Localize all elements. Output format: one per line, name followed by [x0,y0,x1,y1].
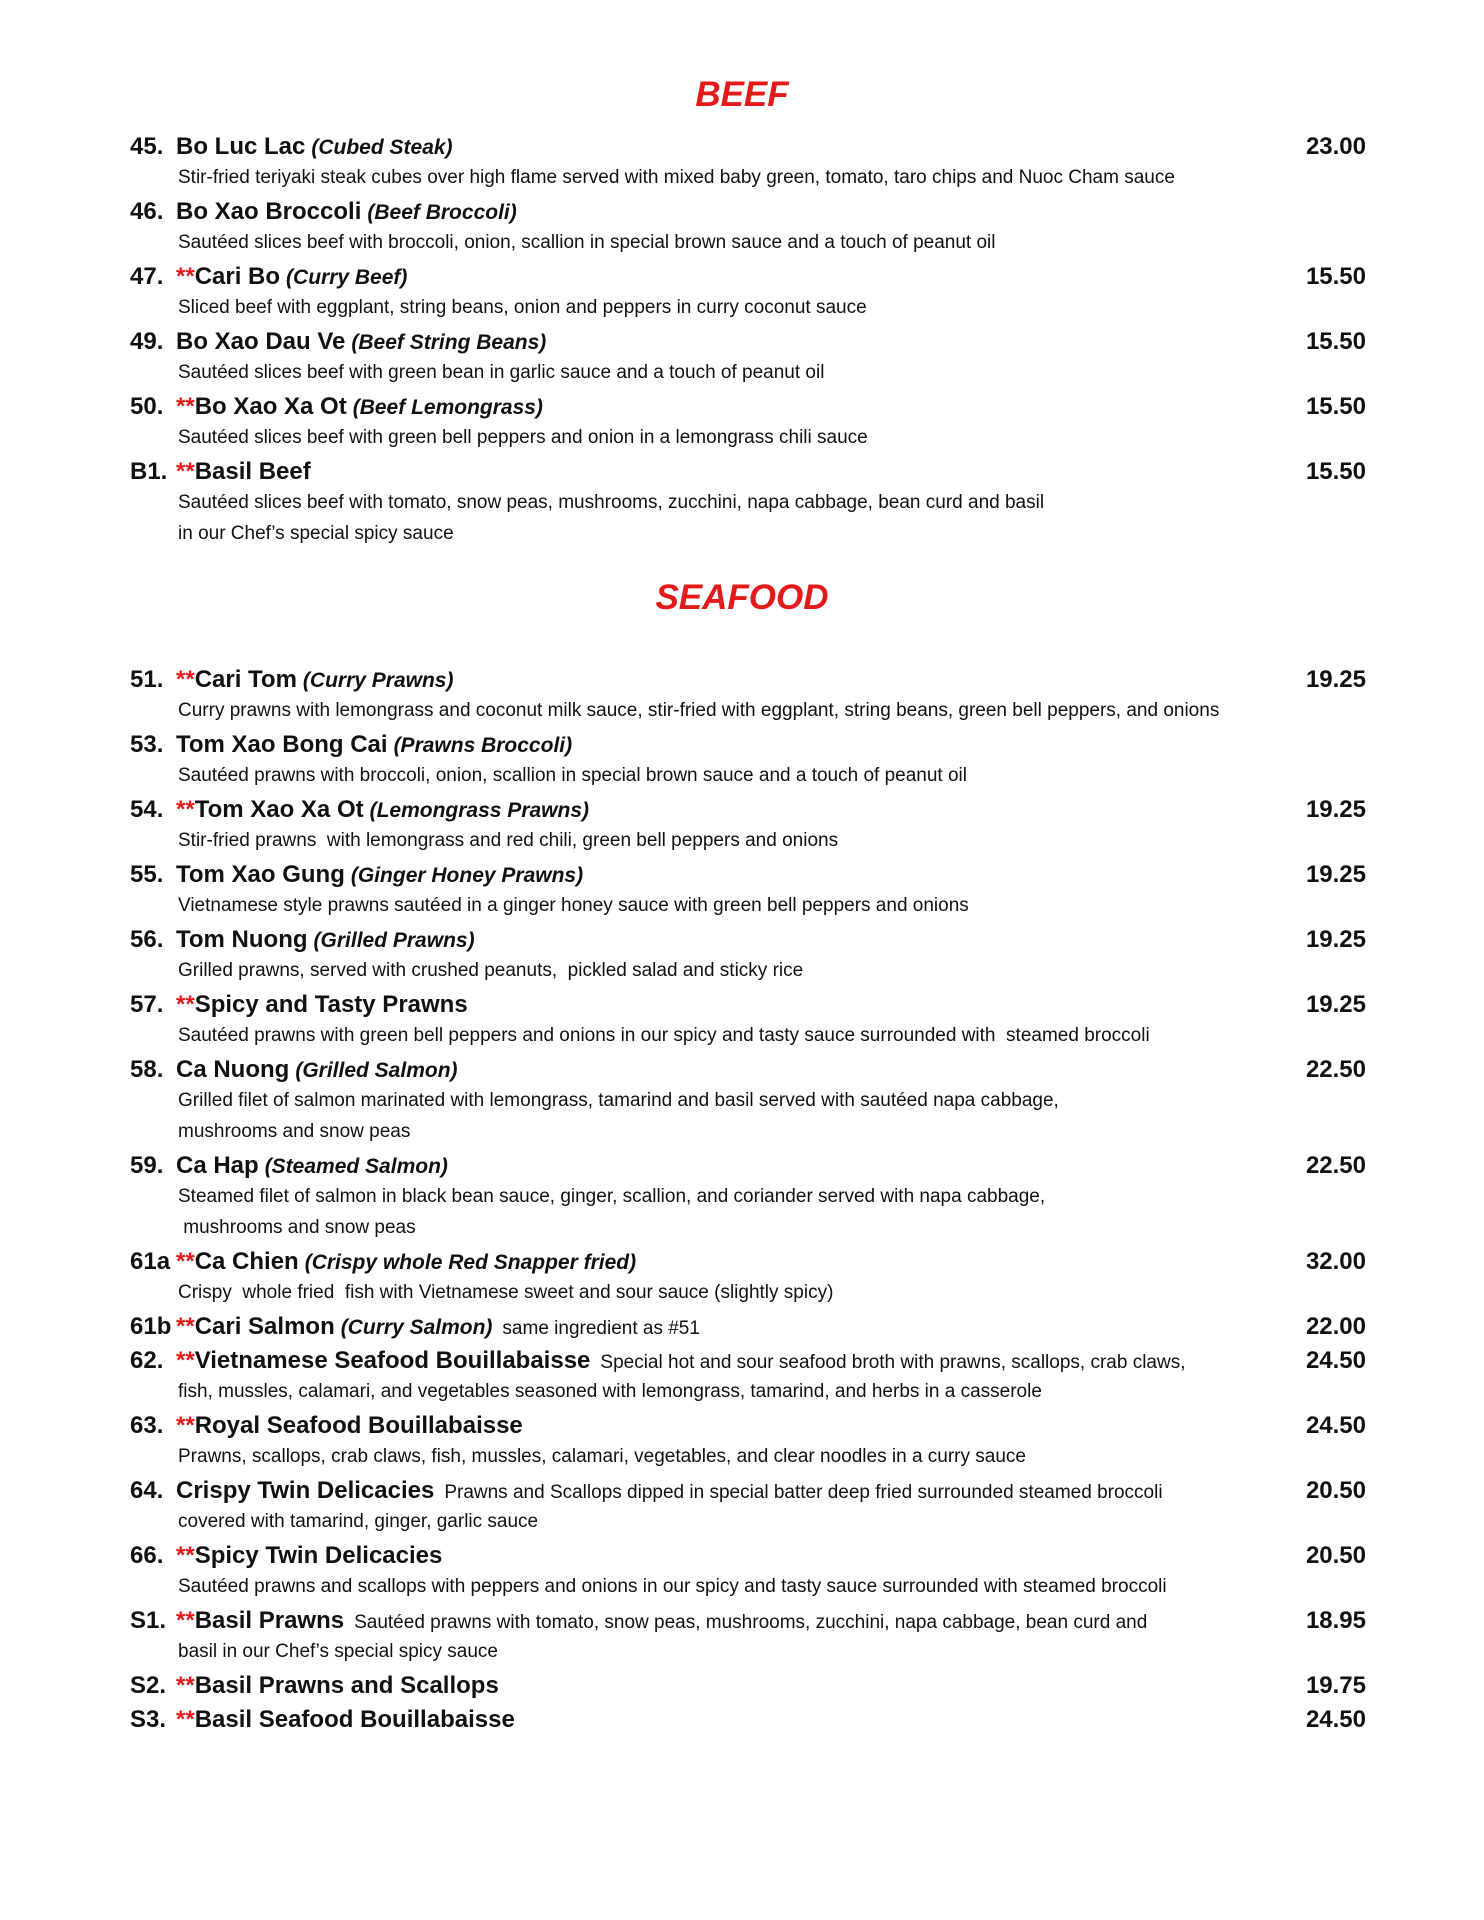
item-name: Royal Seafood Bouillabaisse [194,1412,523,1439]
menu-item-line [130,195,1366,229]
item-inline-description: same ingredient as #51 [502,1318,700,1339]
item-price: 15.50 [1305,263,1366,290]
item-description [130,1376,1366,1407]
item-description [130,695,1366,726]
menu-item [130,988,1366,1051]
item-description-line: mushrooms and snow peas [178,1121,411,1142]
menu-item [130,728,1366,791]
item-english-name: (Grilled Salmon) [295,1059,458,1082]
item-number: 58. [130,1056,164,1083]
spicy-marker: ** [176,991,195,1018]
item-price: 20.50 [1305,1542,1366,1569]
item-number: 57. [130,991,164,1018]
item-name: Bo Xao Broccoli [176,198,362,225]
menu-item-line [130,663,1366,697]
item-description [130,422,1366,453]
item-number: 45. [130,133,164,160]
menu-item [130,858,1366,921]
menu-item [130,663,1366,726]
item-description-line: covered with tamarind, ginger, garlic sauce [178,1511,539,1532]
item-name: Tom Nuong [176,926,308,953]
spicy-marker: ** [176,1542,195,1569]
item-description-line: Sautéed slices beef with green bell peppers and onion in a lemongrass chili sauce [178,427,868,448]
menu-item [130,455,1366,549]
menu-item-line [130,1703,1366,1737]
item-price: 19.25 [1305,666,1366,693]
item-name: Bo Xao Xa Ot [194,393,347,420]
item-english-name: (Beef Broccoli) [367,201,517,224]
item-english-name: (Prawns Broccoli) [393,734,573,757]
item-name: Cari Salmon [194,1313,335,1340]
item-number: S1. [130,1607,167,1634]
item-number: 53. [130,731,164,758]
item-price: 19.25 [1305,861,1366,888]
item-name: Vietnamese Seafood Bouillabaisse [194,1347,591,1374]
spicy-marker: ** [176,1412,195,1439]
menu-item [130,793,1366,856]
item-inline-description: Prawns and Scallops dipped in special batter deep fried surrounded steamed broccoli [444,1482,1163,1503]
menu-item [130,1669,1366,1703]
item-description [130,357,1366,388]
menu-item-line [130,1539,1366,1573]
item-price: 24.50 [1305,1706,1366,1733]
item-name: Tom Xao Gung [176,861,345,888]
item-description [130,1277,1366,1308]
item-number: 55. [130,861,164,888]
menu-item-line [130,728,1366,762]
item-number: 66. [130,1542,164,1569]
item-name: Basil Prawns [194,1607,345,1634]
item-inline-description: Special hot and sour seafood broth with prawns, scallops, crab claws, [600,1352,1186,1373]
seafood-section-title: SEAFOOD [655,578,829,617]
item-inline-description: Sautéed prawns with tomato, snow peas, mushrooms, zucchini, napa cabbage, bean curd and [354,1612,1148,1633]
menu-item-line [130,793,1366,827]
item-name: Basil Seafood Bouillabaisse [194,1706,515,1733]
item-description-line: Sliced beef with eggplant, string beans, onion and peppers in curry coconut sauce [178,297,867,318]
item-price: 22.50 [1305,1152,1366,1179]
menu-item [130,1703,1366,1737]
item-description-line: mushrooms and snow peas [178,1217,416,1238]
item-price: 24.50 [1305,1347,1366,1374]
item-number: S3. [130,1706,167,1733]
item-english-name: (Curry Prawns) [302,669,454,692]
item-number: S2. [130,1672,167,1699]
item-description-line: basil in our Chef’s special spicy sauce [178,1641,498,1662]
item-number: 46. [130,198,164,225]
item-description [130,1506,1366,1537]
item-english-name: (Beef String Beans) [351,331,547,354]
item-name: Bo Luc Lac [176,133,306,160]
menu-item-line [130,1409,1366,1443]
item-description-line: Stir-fried teriyaki steak cubes over high flame served with mixed baby green, tomato, taro chips and Nuoc Cham sauce [178,167,1175,188]
menu-item-line [130,130,1366,164]
beef-item-list [130,130,1484,549]
item-description [130,1181,1366,1243]
spicy-marker: ** [176,1248,195,1275]
item-description [130,1571,1366,1602]
item-description [130,1636,1366,1667]
item-name: Cari Tom [194,666,297,693]
menu-item [130,923,1366,986]
item-number: 47. [130,263,164,290]
spicy-marker: ** [176,393,195,420]
item-name: Spicy and Tasty Prawns [194,991,468,1018]
item-number: 64. [130,1477,164,1504]
menu-item [130,1474,1366,1537]
item-description [130,1085,1366,1147]
menu-item-line [130,1604,1366,1638]
item-description-line: Stir-fried prawns with lemongrass and red chili, green bell peppers and onions [178,830,839,851]
spicy-marker: ** [176,1672,195,1699]
item-price: 15.50 [1305,458,1366,485]
item-name: Cari Bo [194,263,281,290]
item-name: Crispy Twin Delicacies [176,1477,435,1504]
item-description-line: Sautéed prawns with broccoli, onion, scallion in special brown sauce and a touch of peanut oil [178,765,967,786]
item-name: Spicy Twin Delicacies [194,1542,443,1569]
item-description-line: Vietnamese style prawns sautéed in a ginger honey sauce with green bell peppers and onions [178,895,969,916]
item-description [130,825,1366,856]
item-description-line: Steamed filet of salmon in black bean sauce, ginger, scallion, and coriander served with napa cabbage, [178,1186,1046,1207]
menu-item-line [130,1053,1366,1087]
spicy-marker: ** [176,1347,195,1374]
menu-item-line [130,390,1366,424]
item-name: Ca Chien [194,1248,299,1275]
item-description-line: Grilled filet of salmon marinated with lemongrass, tamarind and basil served with sautéed napa cabbage, [178,1090,1059,1111]
item-price: 19.25 [1305,926,1366,953]
item-description [130,487,1366,549]
menu-item [130,390,1366,453]
item-description-line: Sautéed slices beef with tomato, snow peas, mushrooms, zucchini, napa cabbage, bean curd and basil [178,492,1045,513]
item-number: B1. [130,458,168,485]
item-name: Basil Beef [194,458,311,485]
item-number: 62. [130,1347,164,1374]
item-price: 19.75 [1305,1672,1366,1699]
item-name: Tom Xao Bong Cai [176,731,388,758]
menu-item [130,1604,1366,1667]
menu-item [130,325,1366,388]
menu-item [130,1310,1366,1344]
item-price: 22.50 [1305,1056,1366,1083]
item-description [130,955,1366,986]
item-number: 59. [130,1152,164,1179]
item-number: 51. [130,666,164,693]
menu-item-line [130,1669,1366,1703]
menu-item-line [130,1344,1366,1378]
item-name: Tom Xao Xa Ot [194,796,364,823]
item-price: 19.25 [1305,796,1366,823]
menu-item [130,1149,1366,1243]
item-description [130,162,1366,193]
item-description [130,1020,1366,1051]
item-english-name: (Beef Lemongrass) [352,396,543,419]
seafood-item-list [130,663,1484,1737]
item-description [130,890,1366,921]
item-description-line: Sautéed prawns with green bell peppers and onions in our spicy and tasty sauce surrounded with steamed broccoli [178,1025,1150,1046]
item-english-name: (Steamed Salmon) [264,1155,448,1178]
menu-item [130,195,1366,258]
item-description-line: Sautéed slices beef with green bean in garlic sauce and a touch of peanut oil [178,362,825,383]
item-description-line: Grilled prawns, served with crushed peanuts, pickled salad and sticky rice [178,960,804,981]
spicy-marker: ** [176,1607,195,1634]
item-number: 61a [130,1248,171,1275]
item-description-line: in our Chef’s special spicy sauce [178,523,454,544]
item-price: 20.50 [1305,1477,1366,1504]
item-number: 63. [130,1412,164,1439]
menu-item-line [130,1149,1366,1183]
item-description-line: Prawns, scallops, crab claws, fish, mussles, calamari, vegetables, and clear noodles in a curry sauce [178,1446,1026,1467]
item-number: 54. [130,796,164,823]
menu-item-line [130,988,1366,1022]
item-english-name: (Ginger Honey Prawns) [350,864,584,887]
item-price: 23.00 [1305,133,1366,160]
item-number: 50. [130,393,164,420]
item-description [130,760,1366,791]
menu-item-line [130,858,1366,892]
item-english-name: (Curry Beef) [286,266,408,289]
item-price: 24.50 [1305,1412,1366,1439]
menu-item-line [130,325,1366,359]
item-english-name: (Cubed Steak) [311,136,453,159]
spicy-marker: ** [176,1313,195,1340]
spicy-marker: ** [176,666,195,693]
item-name: Bo Xao Dau Ve [176,328,346,355]
menu-item [130,1409,1366,1472]
menu-item-line [130,455,1366,489]
item-description [130,227,1366,258]
item-english-name: (Lemongrass Prawns) [369,799,590,822]
menu-item [130,1245,1366,1308]
item-price: 22.00 [1305,1313,1366,1340]
item-name: Basil Prawns and Scallops [194,1672,499,1699]
menu-item [130,260,1366,323]
menu-item [130,1344,1366,1407]
item-price: 15.50 [1305,393,1366,420]
item-english-name: (Crispy whole Red Snapper fried) [304,1251,637,1274]
menu-item-line [130,260,1366,294]
item-number: 49. [130,328,164,355]
item-number: 61b [130,1313,172,1340]
item-price: 19.25 [1305,991,1366,1018]
item-description [130,292,1366,323]
item-description-line: Curry prawns with lemongrass and coconut milk sauce, stir-fried with eggplant, string beans, green bell peppers, and onions [178,700,1220,721]
item-description [130,1441,1366,1472]
menu-item-line [130,1474,1366,1508]
item-price: 32.00 [1305,1248,1366,1275]
menu-item-line [130,1310,1366,1344]
menu-item [130,1053,1366,1147]
spicy-marker: ** [176,458,195,485]
menu-item-line [130,923,1366,957]
spicy-marker: ** [176,263,195,290]
item-name: Ca Nuong [176,1056,290,1083]
item-english-name: (Grilled Prawns) [313,929,475,952]
item-price: 18.95 [1305,1607,1366,1634]
item-description-line: Crispy whole fried fish with Vietnamese sweet and sour sauce (slightly spicy) [178,1282,834,1303]
menu-item [130,130,1366,193]
item-description-line: Sautéed slices beef with broccoli, onion, scallion in special brown sauce and a touch of peanut oil [178,232,996,253]
item-number: 56. [130,926,164,953]
item-price: 15.50 [1305,328,1366,355]
spicy-marker: ** [176,1706,195,1733]
menu-item [130,1539,1366,1602]
item-description-line: fish, mussles, calamari, and vegetables seasoned with lemongrass, tamarind, and herbs in a casserole [178,1381,1042,1402]
menu-item-line [130,1245,1366,1279]
beef-section-title: BEEF [695,75,789,114]
item-name: Ca Hap [176,1152,259,1179]
item-description-line: Sautéed prawns and scallops with peppers and onions in our spicy and tasty sauce surrounded with steamed broccoli [178,1576,1167,1597]
item-english-name: (Curry Salmon) [340,1316,493,1339]
spicy-marker: ** [176,796,195,823]
